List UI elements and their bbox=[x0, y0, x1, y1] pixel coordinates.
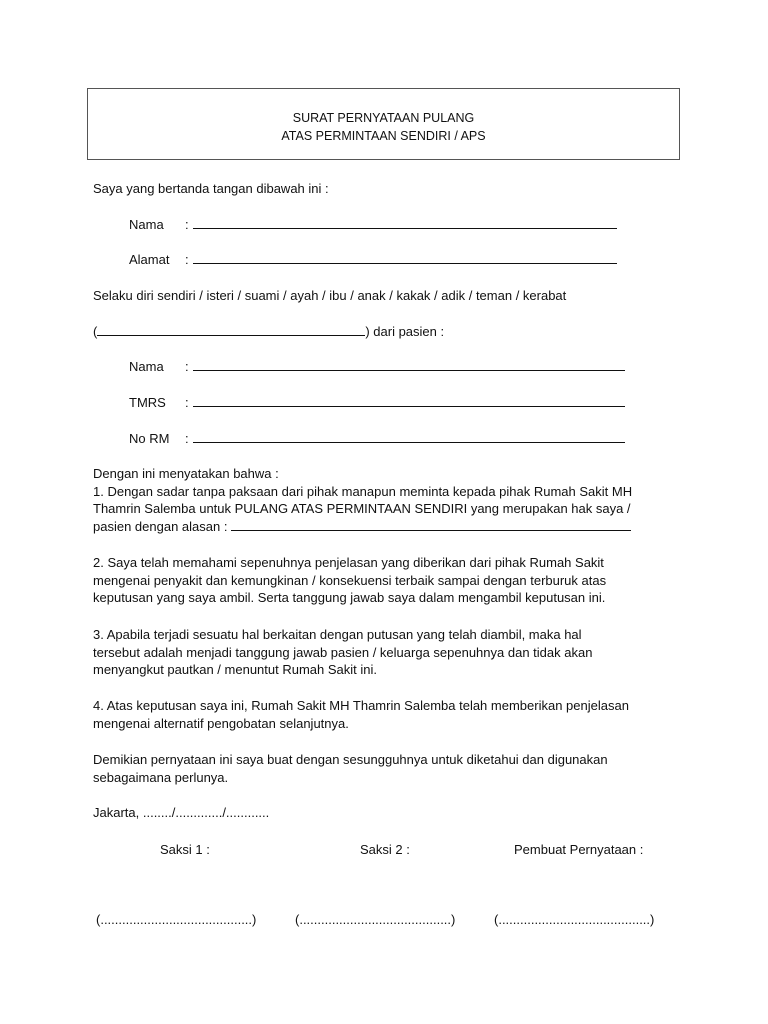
witness1-signature-blank[interactable]: (..........................................) bbox=[96, 912, 257, 927]
patient-name-blank[interactable] bbox=[193, 359, 625, 371]
point3 bbox=[93, 626, 683, 679]
relation-options: Selaku diri sendiri / isteri / suami / ayah / ibu / anak / kakak / adik / teman / kerabat bbox=[93, 288, 567, 303]
point2-line1: 2. Saya telah memahami sepenuhnya penjelasan yang diberikan dari pihak Rumah Sakit bbox=[93, 555, 604, 570]
document-title-line2: ATAS PERMINTAAN SENDIRI / APS bbox=[281, 129, 486, 143]
point3-line2: tersebut adalah menjadi tanggung jawab pasien / keluarga sepenuhnya dan tidak akan bbox=[93, 644, 593, 660]
point2-line2: mengenai penyakit dan kemungkinan / konsekuensi terbaik sampai dengan terburuk atas bbox=[93, 572, 607, 588]
patient-tmrs-field[interactable] bbox=[129, 395, 625, 410]
point1-line2: Thamrin Salemba untuk PULANG ATAS PERMINTAAN SENDIRI yang merupakan hak saya / bbox=[93, 501, 631, 516]
signer-address-label: Alamat bbox=[129, 252, 170, 267]
document-title-line1: SURAT PERNYATAAN PULANG bbox=[292, 111, 475, 125]
signer-name-field[interactable] bbox=[129, 217, 617, 232]
statement-intro: Dengan ini menyatakan bahwa : bbox=[93, 466, 279, 481]
signer-name-label: Nama bbox=[129, 217, 164, 232]
patient-norm-label: No RM bbox=[129, 431, 170, 446]
colon: : bbox=[185, 217, 189, 232]
reason-blank[interactable] bbox=[231, 519, 631, 531]
colon: : bbox=[185, 359, 189, 374]
signer-name-blank[interactable] bbox=[193, 217, 617, 229]
statement-block bbox=[93, 465, 683, 535]
point2 bbox=[93, 554, 683, 607]
point2-line3: keputusan yang saya ambil. Serta tanggung jawab saya dalam mengambil keputusan ini. bbox=[93, 590, 606, 605]
witness1-label: Saksi 1 : bbox=[160, 842, 210, 857]
patient-tmrs-label: TMRS bbox=[129, 395, 166, 410]
colon: : bbox=[185, 431, 189, 446]
point1-line1: 1. Dengan sadar tanpa paksaan dari pihak manapun meminta kepada pihak Rumah Sakit MH bbox=[93, 483, 633, 499]
declarant-signature-blank[interactable]: (..........................................) bbox=[494, 912, 655, 927]
closing-line1: Demikian pernyataan ini saya buat dengan sesungguhnya untuk diketahui dan digunakan bbox=[93, 752, 608, 767]
title-box bbox=[87, 88, 680, 160]
signer-address-field[interactable] bbox=[129, 252, 617, 267]
patient-tmrs-blank[interactable] bbox=[193, 395, 625, 407]
point3-line1: 3. Apabila terjadi sesuatu hal berkaitan dengan putusan yang telah diambil, maka hal bbox=[93, 627, 582, 642]
open-paren: ( bbox=[93, 324, 98, 339]
point1-line3-row bbox=[93, 518, 683, 536]
closing-statement bbox=[93, 751, 683, 786]
date-line[interactable]: Jakarta, ......../............./............ bbox=[93, 805, 270, 820]
patient-norm-blank[interactable] bbox=[193, 431, 625, 443]
point4-line2: mengenai alternatif pengobatan selanjutnya. bbox=[93, 715, 349, 731]
intro-text: Saya yang bertanda tangan dibawah ini : bbox=[93, 181, 329, 196]
point4-line1: 4. Atas keputusan saya ini, Rumah Sakit MH Thamrin Salemba telah memberikan penjelasan bbox=[93, 698, 629, 713]
relation-blank[interactable] bbox=[97, 324, 365, 336]
patient-name-label: Nama bbox=[129, 359, 164, 374]
point1-line3: pasien dengan alasan : bbox=[93, 518, 228, 534]
patient-norm-field[interactable] bbox=[129, 431, 625, 446]
closing-line2: sebagaimana perlunya. bbox=[93, 769, 229, 785]
declarant-label: Pembuat Pernyataan : bbox=[514, 842, 644, 857]
witness2-signature-blank[interactable]: (..........................................) bbox=[295, 912, 456, 927]
relation-fill-line[interactable] bbox=[93, 324, 444, 339]
witness2-label: Saksi 2 : bbox=[360, 842, 410, 857]
point4 bbox=[93, 697, 683, 732]
patient-name-field[interactable] bbox=[129, 359, 625, 374]
colon: : bbox=[185, 395, 189, 410]
signer-address-blank[interactable] bbox=[193, 252, 617, 264]
point3-line3: menyangkut pautkan / menuntut Rumah Sakit ini. bbox=[93, 662, 377, 677]
relation-suffix: ) dari pasien : bbox=[365, 324, 445, 339]
colon: : bbox=[185, 252, 189, 267]
